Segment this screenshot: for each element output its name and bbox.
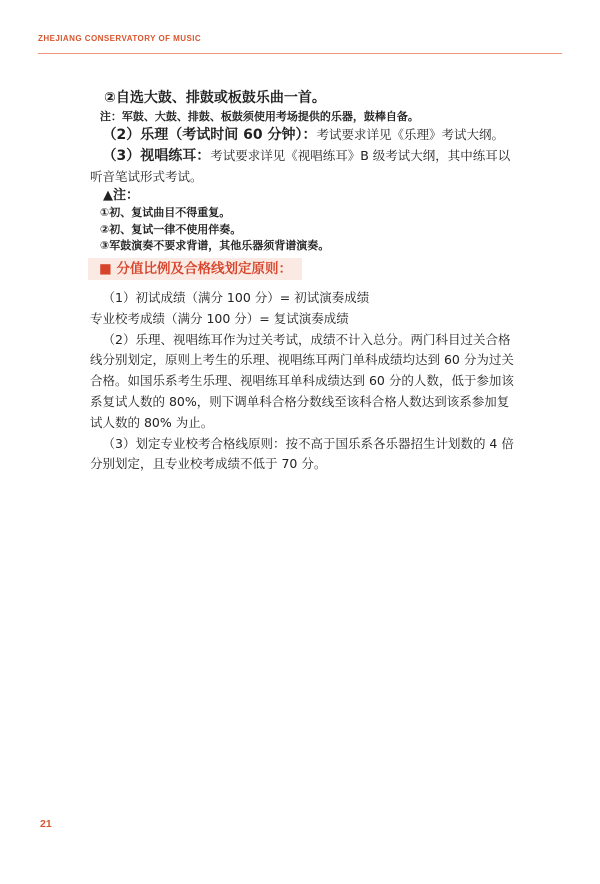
- document-body: [90, 88, 518, 475]
- notes-heading: ▲注：: [103, 188, 139, 204]
- music-theory-rest: 考试要求详见《乐理》考试大纲。: [316, 127, 504, 142]
- sightsinging-lead: （3）视唱练耳：: [102, 147, 211, 164]
- page-number: 21: [40, 818, 52, 830]
- music-theory-lead: （2）乐理（考试时间 60 分钟）：: [102, 127, 317, 143]
- section-heading: ■ 分值比例及合格线划定原则：: [88, 258, 302, 280]
- section-heading-row: [88, 258, 518, 280]
- note-item-2: ②初、复试一律不使用伴奏。: [99, 222, 242, 236]
- score-rule-3: （2）乐理、视唱练耳作为过关考试，成绩不计入总分。两门科目过关合格线分别划定，原则上考生的乐理、视唱练耳两门单科成绩均达到 60 分为过关合格。如国乐系考生乐理、视唱练耳单科成绩达到 60 分的人数，低于参加该系复试人数的 80%，则下调单科合格分数线至该科合格人数达到该系参加复试人数的 80% 为止。: [90, 331, 514, 430]
- header-title: ZHEJIANG CONSERVATORY OF MUSIC: [38, 34, 202, 43]
- header-rule: [38, 53, 562, 54]
- score-rule-4: （3）划定专业校考合格线原则：按不高于国乐系各乐器招生计划数的 4 倍分别划定，且专业校考成绩不低于 70 分。: [90, 435, 514, 472]
- note-item-1: ①初、复试曲目不得重复。: [99, 206, 231, 220]
- sightsinging-rest: 考试要求详见《视唱练耳》B 级考试大纲，其中练耳以听音笔试形式考试。: [90, 147, 511, 184]
- sightsinging-line: [90, 146, 518, 188]
- score-rule-1: （1）初试成绩（满分 100 分）= 初试演奏成绩: [102, 290, 370, 305]
- instruments-note-line: 注：军鼓、大鼓、排鼓、板鼓须使用考场提供的乐器，鼓棒自备。: [99, 109, 419, 123]
- drums-item-line: ②自选大鼓、排鼓或板鼓乐曲一首。: [104, 90, 326, 106]
- music-theory-line: [90, 125, 518, 146]
- note-item-3: ③军鼓演奏不要求背谱，其他乐器须背谱演奏。: [99, 238, 330, 252]
- score-rule-2: 专业校考成绩（满分 100 分）= 复试演奏成绩: [90, 310, 349, 326]
